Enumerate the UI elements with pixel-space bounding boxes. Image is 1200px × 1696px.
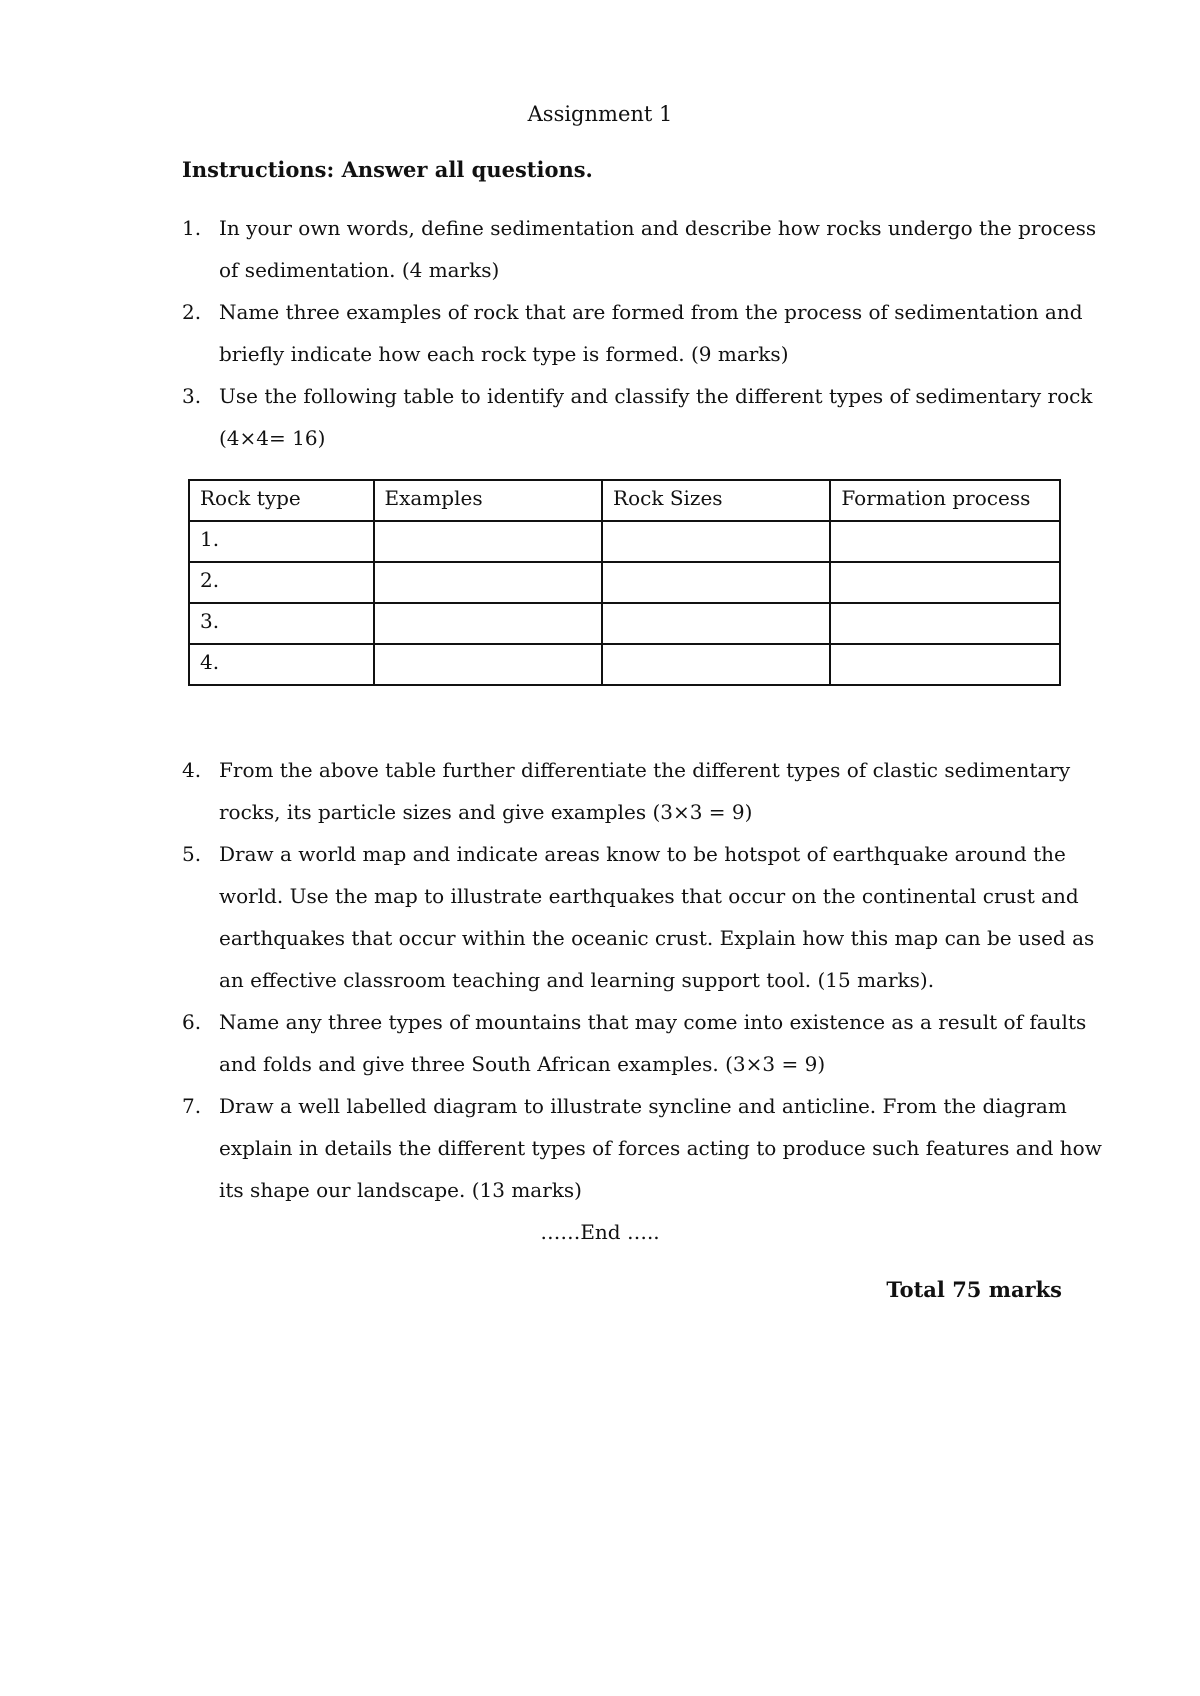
table-cell [374,644,603,685]
question-text-line: its shape our landscape. (13 marks) [219,1178,582,1202]
table-header-cell: Examples [374,480,603,521]
table-header-cell: Rock Sizes [602,480,830,521]
question-text-line: Draw a world map and indicate areas know to be hotspot of earthquake around the [219,842,1066,866]
table-header-cell: Rock type [189,480,374,521]
question-1 [182,207,1097,291]
page-title: Assignment 1 [527,102,673,126]
question-text-line: In your own words, define sedimentation and describe how rocks undergo the process [219,216,1097,240]
table-cell [602,562,830,603]
question-4 [182,749,1071,833]
question-number: 4. [182,758,202,782]
question-text-line: rocks, its particle sizes and give examples (3×3 = 9) [219,800,753,824]
table-row [189,521,1060,562]
question-text-line: briefly indicate how each rock type is formed. (9 marks) [219,342,789,366]
table-cell: 4. [189,644,374,685]
question-3 [182,375,1093,459]
table-header-row [189,480,1060,521]
question-6 [182,1001,1087,1085]
table-cell [830,644,1060,685]
question-text-line: earthquakes that occur within the oceanic crust. Explain how this map can be used as [219,926,1095,950]
table-header-cell: Formation process [830,480,1060,521]
table-cell: 1. [189,521,374,562]
table-cell [602,603,830,644]
question-2 [182,291,1083,375]
table-cell [374,521,603,562]
table-row [189,644,1060,685]
question-text-line: an effective classroom teaching and learning support tool. (15 marks). [219,968,935,992]
question-text-line: Name three examples of rock that are formed from the process of sedimentation and [219,300,1083,324]
table-cell [602,521,830,562]
question-text-line: Draw a well labelled diagram to illustrate syncline and anticline. From the diagram [219,1094,1067,1118]
table-cell [830,562,1060,603]
table-cell [602,644,830,685]
table-cell: 3. [189,603,374,644]
table-cell [374,603,603,644]
table-cell: 2. [189,562,374,603]
table-row [189,562,1060,603]
table-cell [830,603,1060,644]
question-text-line: explain in details the different types of forces acting to produce such features and how [219,1136,1102,1160]
table-row [189,603,1060,644]
question-number: 2. [182,300,202,324]
table-cell [374,562,603,603]
instructions: Instructions: Answer all questions. [182,157,593,182]
question-5 [182,833,1095,1001]
question-text-line: Use the following table to identify and classify the different types of sedimentary rock [219,384,1093,408]
end-marker: ……End ….. [540,1220,660,1244]
total-marks: Total 75 marks [886,1277,1062,1302]
rock-classification-table [188,479,1061,686]
question-text-line: and folds and give three South African examples. (3×3 = 9) [219,1052,826,1076]
question-number: 6. [182,1010,202,1034]
question-number: 3. [182,384,202,408]
question-number: 5. [182,842,202,866]
question-number: 1. [182,216,202,240]
question-number: 7. [182,1094,202,1118]
question-text-line: of sedimentation. (4 marks) [219,258,500,282]
question-text-line: Name any three types of mountains that may come into existence as a result of faults [219,1010,1087,1034]
table-cell [830,521,1060,562]
question-text-line: (4×4= 16) [219,426,326,450]
question-text-line: world. Use the map to illustrate earthquakes that occur on the continental crust and [219,884,1079,908]
question-text-line: From the above table further differentiate the different types of clastic sedimentary [219,758,1071,782]
question-7 [182,1085,1102,1211]
